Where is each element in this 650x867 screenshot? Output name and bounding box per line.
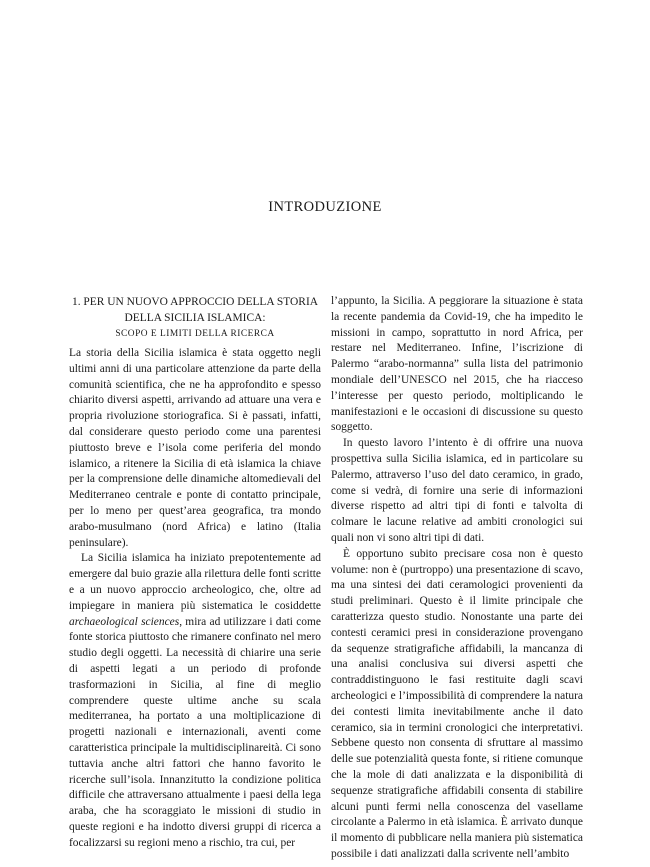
paragraph: In questo lavoro l’intento è di offrire una nuova prospettiva sulla Sicilia islamica, ed in particolare su Palermo, attraverso l’uso del dato ceramico, in grado, come si vedrà, di fornire una serie di informazioni diverse rispetto ad altri tipi di fonti e talvolta di colmare le lacune relative ad ambiti cronologici sui quali non vi sono altri tipi di dati. (331, 437, 583, 544)
section-heading (69, 294, 321, 342)
paragraph-text: , mira ad utilizzare i dati come fonte storica piuttosto che rimanere confinato nel mero studio degli oggetti. La necessità di chiarire una serie di aspetti legati a un periodo di profonde trasformazioni in Sicilia, al fine di meglio comprendere queste ultime anche su scala mediterranea, ha portato a una moltiplicazione di progetti nazionali e internazionali, aventi come caratteristica principale la multidisciplinareità. Ci sono tuttavia anche altri fattori che hanno favorito le ricerche sull’isola. Innanzitutto la condizione politica difficile che attraversano attualmente i paesi della lega araba, che ha scoraggiato le missioni di studio in queste regioni e ha indotto diversi gruppi di ricerca a focalizzarsi su regioni meno a rischio, tra cui, per (69, 615, 321, 849)
italic-term: archaeological sciences (69, 615, 180, 628)
paragraph: La storia della Sicilia islamica è stata oggetto negli ultimi anni di una particolare attenzione da parte della comunità scientifica, che ne ha approfondito e spesso chiarito diversi aspetti, arrivando ad attuare una vera e propria rivoluzione storiografica. Si è passati, infatti, dal considerare questo periodo come una parentesi piuttosto breve e l’isola come periferia del mondo islamico, a ritenere la Sicilia di età islamica la chiave per la comprensione delle dinamiche altomedievali del Mediterraneo centrale e ponte di contatto principale, per lo meno per quest’area geografica, tra mondo arabo-musulmano (nord Africa) e latino (Italia peninsulare). (69, 347, 321, 549)
left-column (69, 294, 321, 852)
paragraph (69, 551, 321, 851)
section-heading-line-1: 1. PER UN NUOVO APPROCCIO DELLA STORIA (71, 296, 319, 308)
paragraph: È opportuno subito precisare cosa non è questo volume: non è (purtroppo) una presentazione di scavo, ma una sintesi dei dati ceramologici provenienti da studi preliminari. Questo è il limite principale che caratterizza questo studio. Nonostante una parte dei contesti ceramici presi in considerazione provengano da sequenze stratigrafiche affidabili, la mancanza di una analisi conclusiva sui diversi aspetti che contraddistinguono le fasi restituite dagli scavi archeologici e l’impossibilità di comprendere la natura dei contesti limita inevitabilmente anche il dato ceramico, sia in termini cronologici che interpretativi. Sebbene questo non consenta di sfruttare al massimo delle sue potenzialità questa fonte, si ritiene comunque che la mole di dati analizzata e la disponibilità di sequenze stratigrafiche affidabili consenta di stabilire alcuni punti fermi nella conoscenza del vasellame circolante a Palermo in età islamica. È arrivato dunque il momento di pubblicare nella maniera più sistematica possibile i dati analizzati dalla scrivente nell’ambito (331, 547, 583, 860)
section-heading-line-3: SCOPO E LIMITI DELLA RICERCA (115, 329, 275, 339)
chapter-title: INTRODUZIONE (268, 199, 382, 215)
paragraph-text: La Sicilia islamica ha iniziato prepotentemente ad emergere dal buio grazie alla rilettura delle fonti scritte e a un nuovo approccio archeologico, che, oltre ad impiegare in maniera più sistematica le cosiddette (69, 552, 321, 612)
paragraph: l’appunto, la Sicilia. A peggiorare la situazione è stata la recente pandemia da Covid-19, che ha impedito le missioni in campo, soprattutto in nord Africa, per restare nel Mediterraneo. Infine, l’iscrizione di Palermo “arabo-normanna” sulla lista del patrimonio mondiale dell’UNESCO nel 2015, che ha riacceso l’interesse per questo periodo, moltiplicando le manifestazioni e le occasioni di discussione su questo soggetto. (331, 295, 583, 434)
right-column (331, 294, 583, 863)
section-heading-line-2: DELLA SICILIA ISLAMICA: (124, 312, 266, 324)
